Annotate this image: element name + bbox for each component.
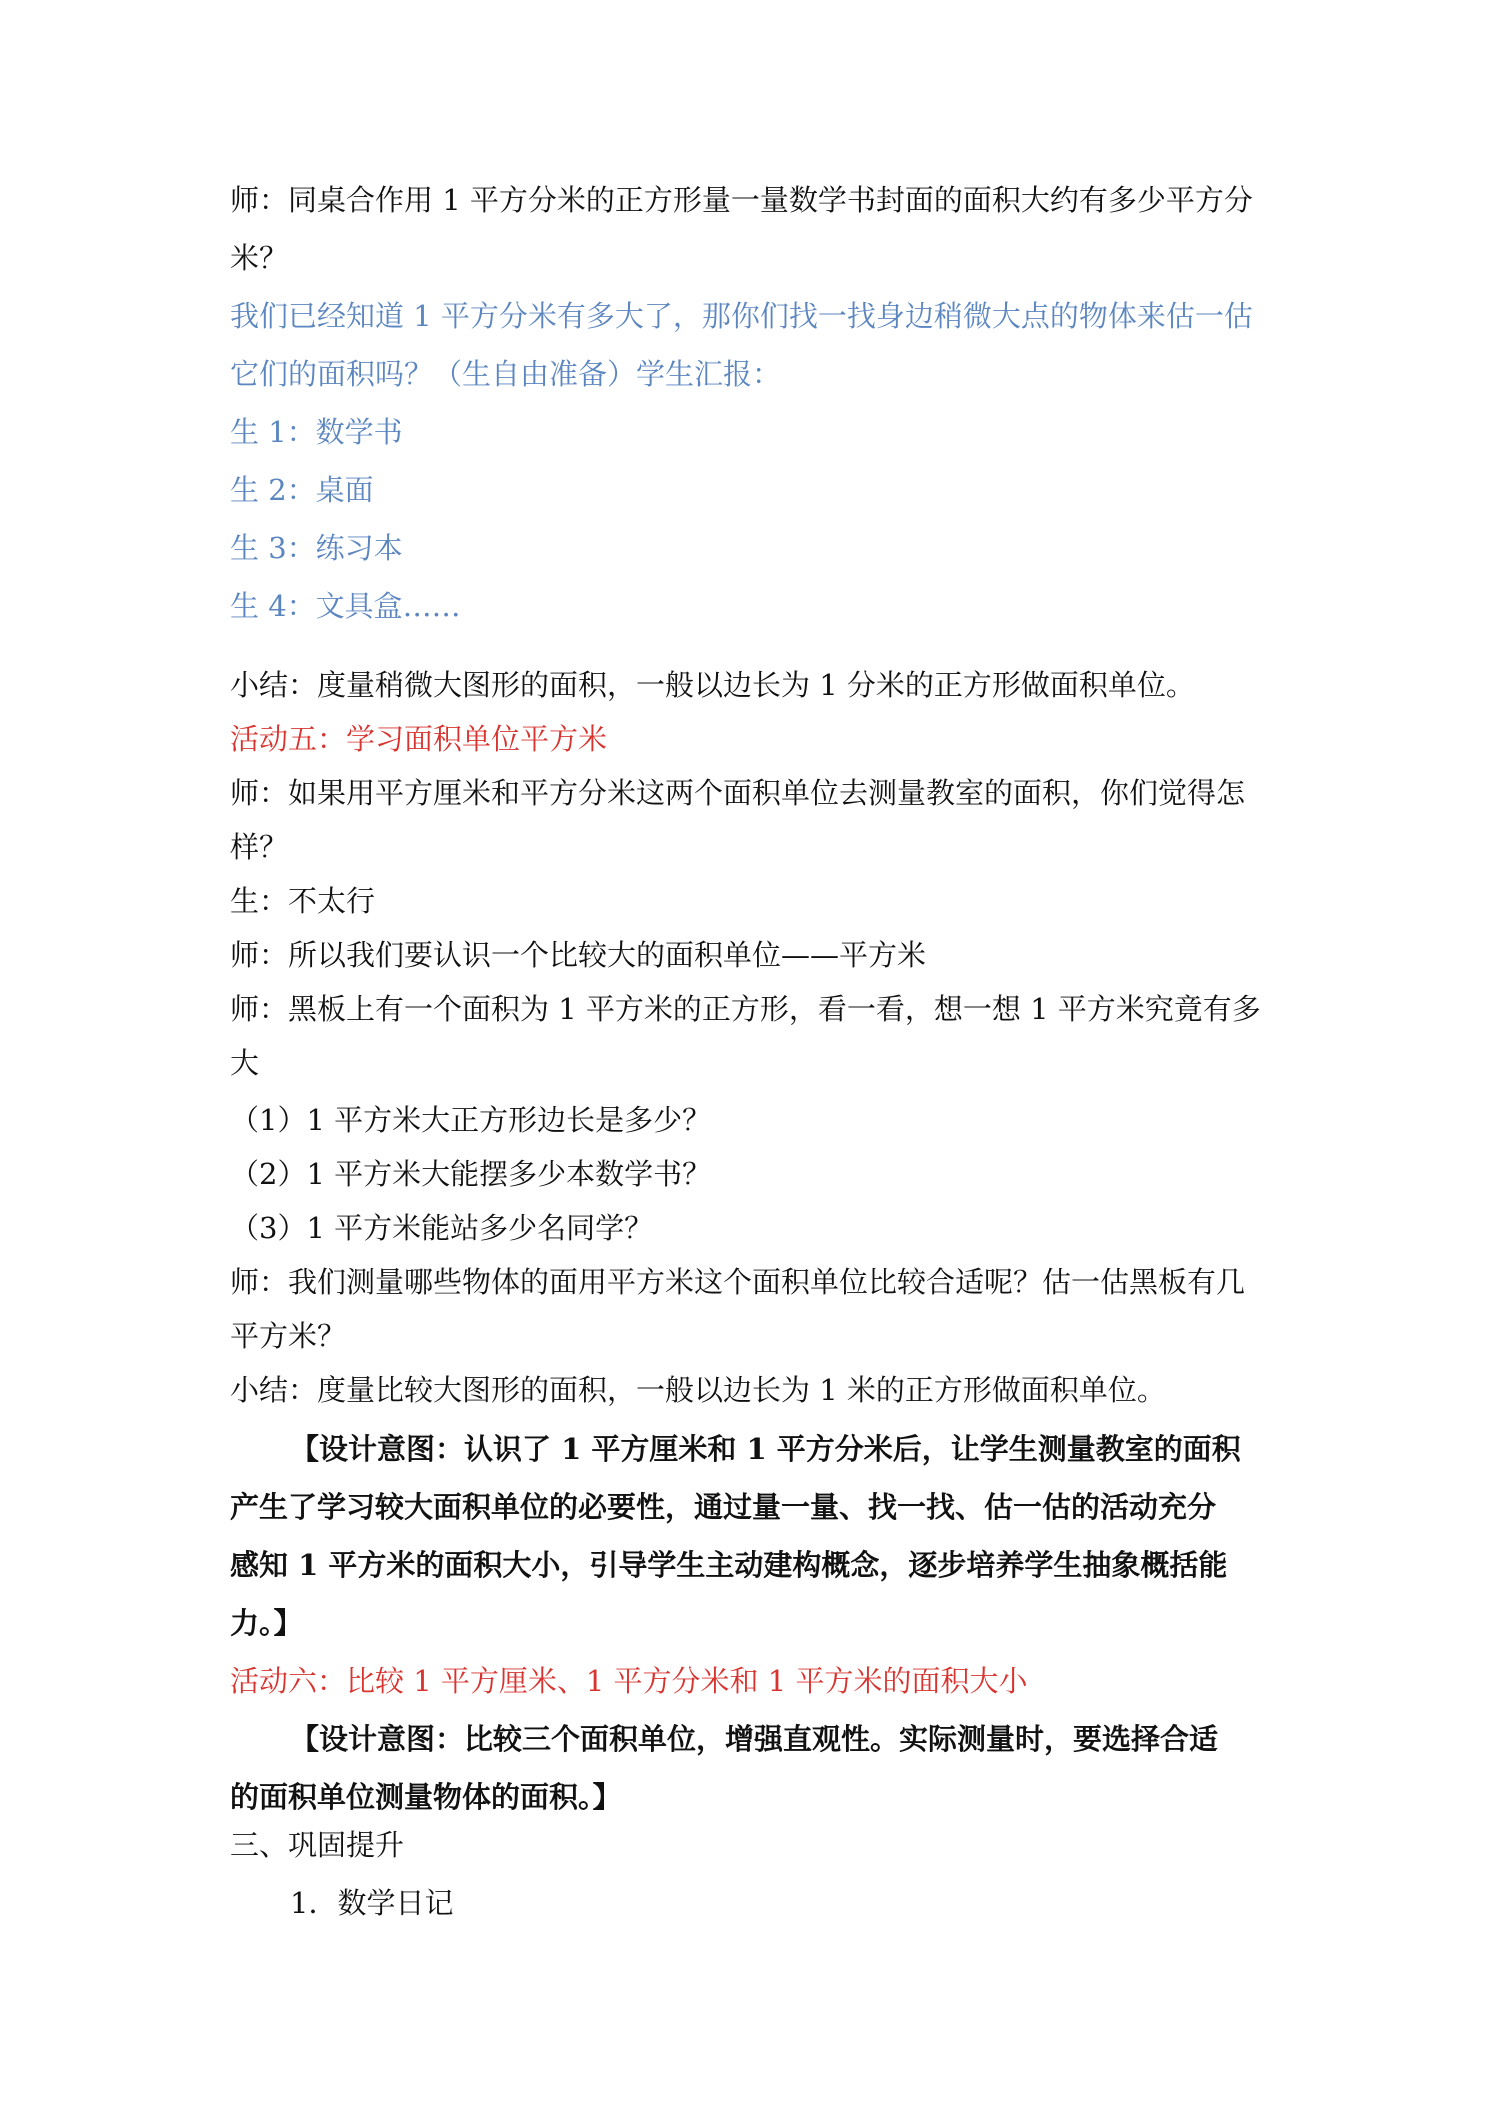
text-line: 师：我们测量哪些物体的面用平方米这个面积单位比较合适呢？估一估黑板有几 <box>230 1265 1246 1299</box>
text-line: 小结：度量稍微大图形的面积，一般以边长为 1 分米的正方形做面积单位。 <box>230 668 1195 702</box>
design-intent-line: 的面积单位测量物体的面积。】 <box>230 1780 622 1814</box>
text-line: 生 3：练习本 <box>230 531 403 565</box>
text-line: 它们的面积吗？（生自由准备）学生汇报： <box>230 357 782 391</box>
text-line: 大 <box>230 1046 260 1080</box>
text-line: 师：如果用平方厘米和平方分米这两个面积单位去测量教室的面积，你们觉得怎 <box>230 776 1246 810</box>
text-line: 样？ <box>230 830 289 864</box>
text-line: 我们已经知道 1 平方分米有多大了，那你们找一找身边稍微大点的物体来估一估 <box>230 299 1253 333</box>
list-item: （2）1 平方米大能摆多少本数学书？ <box>230 1157 712 1191</box>
design-intent-line: 产生了学习较大面积单位的必要性，通过量一量、找一找、估一估的活动充分 <box>230 1490 1217 1524</box>
section-heading: 三、巩固提升 <box>230 1828 405 1862</box>
design-intent-line: 【设计意图：认识了 1 平方厘米和 1 平方分米后，让学生测量教室的面积 <box>290 1432 1241 1466</box>
design-intent-line: 力。】 <box>230 1606 303 1640</box>
text-line: 生 2：桌面 <box>230 473 374 507</box>
text-line: 师：同桌合作用 1 平方分米的正方形量一量数学书封面的面积大约有多少平方分 <box>230 183 1253 217</box>
list-item: （3）1 平方米能站多少名同学？ <box>230 1211 654 1245</box>
list-item: 1．数学日记 <box>290 1886 454 1920</box>
text-line: 小结：度量比较大图形的面积，一般以边长为 1 米的正方形做面积单位。 <box>230 1373 1166 1407</box>
text-line: 米？ <box>230 241 289 275</box>
text-line: 生：不太行 <box>230 884 376 918</box>
section-heading: 活动五：学习面积单位平方米 <box>230 722 608 756</box>
text-line: 生 1：数学书 <box>230 415 403 449</box>
text-line: 生 4：文具盒…… <box>230 589 461 623</box>
text-line: 师：所以我们要认识一个比较大的面积单位——平方米 <box>230 938 927 972</box>
list-item: （1）1 平方米大正方形边长是多少？ <box>230 1103 712 1137</box>
design-intent-line: 感知 1 平方米的面积大小，引导学生主动建构概念，逐步培养学生抽象概括能 <box>230 1548 1228 1582</box>
design-intent-line: 【设计意图：比较三个面积单位，增强直观性。实际测量时，要选择合适 <box>290 1722 1219 1756</box>
text-line: 平方米？ <box>230 1319 347 1353</box>
section-heading: 活动六：比较 1 平方厘米、1 平方分米和 1 平方米的面积大小 <box>230 1664 1028 1698</box>
text-line: 师：黑板上有一个面积为 1 平方米的正方形，看一看，想一想 1 平方米究竟有多 <box>230 992 1261 1026</box>
